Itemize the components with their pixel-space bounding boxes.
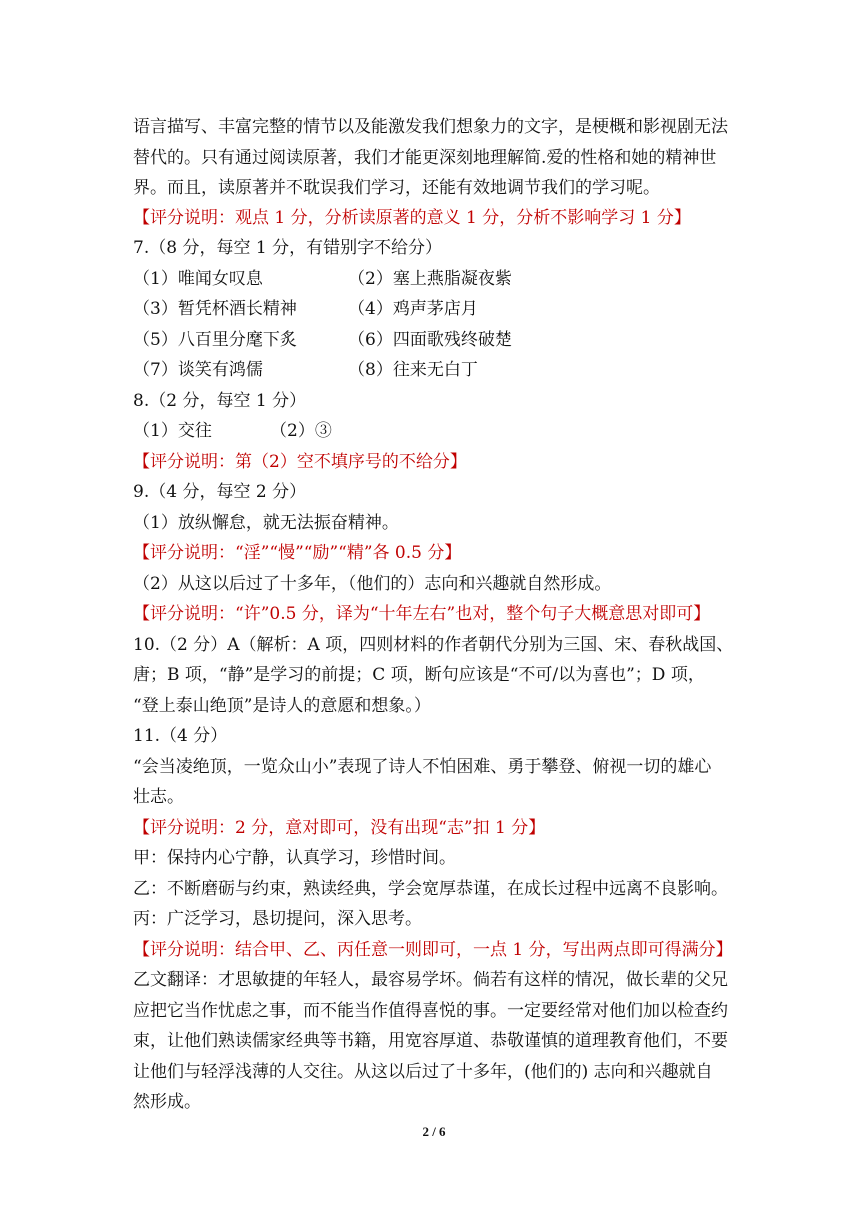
q7-item: （6）四面歌残终破楚 <box>348 330 512 350</box>
q7-item: （5）八百里分麾下炙 <box>133 330 297 350</box>
q7-item: （2）塞上燕脂凝夜紫 <box>348 269 512 289</box>
q9-answer-2: （2）从这以后过了十多年，（他们的）志向和兴趣就自然形成。 <box>133 574 612 594</box>
question-10-line: 唐；B 项，“静”是学习的前提；C 项，断句应该是“不可/以为喜也”；D 项， <box>133 665 705 685</box>
question-9-head: 9.（4 分，每空 2 分） <box>133 482 307 502</box>
translation-line: 应把它当作忧虑之事，而不能当作值得喜悦的事。一定要经常对他们加以检查约 <box>133 1001 728 1021</box>
q11-yi: 乙：不断磨砺与约束，熟读经典，学会宽厚恭谨，在成长过程中远离不良影响。 <box>133 879 728 899</box>
translation-line: 让他们与轻浮浅薄的人交往。从这以后过了十多年，(他们的) 志向和兴趣就自 <box>133 1062 713 1082</box>
scoring-note: 【评分说明：观点 1 分，分析读原著的意义 1 分，分析不影响学习 1 分】 <box>133 208 691 228</box>
q11-answer: “会当凌绝顶，一览众山小”表现了诗人不怕困难、勇于攀登、俯视一切的雄心 <box>133 757 712 777</box>
q7-item: （7）谈笑有鸿儒 <box>133 360 263 380</box>
q8-answer-2: （2）③ <box>270 421 332 441</box>
scoring-note: 【评分说明：第（2）空不填序号的不给分】 <box>133 452 467 472</box>
translation-line: 乙文翻译：才思敏捷的年轻人，最容易学坏。倘若有这样的情况，做长辈的父兄 <box>133 970 728 990</box>
translation-line: 束，让他们熟读儒家经典等书籍，用宽容厚道、恭敬谨慎的道理教育他们，不要 <box>133 1031 728 1051</box>
scoring-note: 【评分说明：结合甲、乙、丙任意一则即可，一点 1 分，写出两点即可得满分】 <box>133 940 733 960</box>
question-8-head: 8.（2 分，每空 1 分） <box>133 391 307 411</box>
q7-item: （3）暂凭杯酒长精神 <box>133 299 297 319</box>
translation-line: 然形成。 <box>133 1092 201 1112</box>
question-7-head: 7.（8 分，每空 1 分，有错别字不给分） <box>133 238 443 258</box>
page-number: 2 / 6 <box>422 1124 446 1139</box>
q8-answer-1: （1）交往 <box>133 421 212 441</box>
answer-text-line: 界。而且，读原著并不耽误我们学习，还能有效地调节我们的学习呢。 <box>133 178 660 198</box>
scoring-note: 【评分说明：“许”0.5 分，译为“十年左右”也对，整个句子大概意思对即可】 <box>133 604 711 624</box>
question-10-line: 10.（2 分）A（解析：A 项，四则材料的作者朝代分别为三国、宋、春秋战国、 <box>133 635 734 655</box>
scoring-note: 【评分说明：“淫”“慢”“励”“精”各 0.5 分】 <box>133 543 462 563</box>
q7-item: （8）往来无白丁 <box>348 360 478 380</box>
scoring-note: 【评分说明：2 分，意对即可，没有出现“志”扣 1 分】 <box>133 818 546 838</box>
q7-item: （1）唯闻女叹息 <box>133 269 263 289</box>
q11-bing: 丙：广泛学习，恳切提问，深入思考。 <box>133 909 422 929</box>
q11-jia: 甲：保持内心宁静，认真学习，珍惜时间。 <box>133 848 456 868</box>
question-11-head: 11.（4 分） <box>133 726 228 746</box>
q9-answer-1: （1）放纵懈怠，就无法振奋精神。 <box>133 513 399 533</box>
question-10-line: “登上泰山绝顶”是诗人的意愿和想象。） <box>133 696 431 716</box>
q7-item: （4）鸡声茅店月 <box>348 299 478 319</box>
answer-text-line: 替代的。只有通过阅读原著，我们才能更深刻地理解简.爱的性格和她的精神世 <box>133 148 717 168</box>
q11-answer: 壮志。 <box>133 787 184 807</box>
answer-text-line: 语言描写、丰富完整的情节以及能激发我们想象力的文字，是梗概和影视剧无法 <box>133 117 728 137</box>
